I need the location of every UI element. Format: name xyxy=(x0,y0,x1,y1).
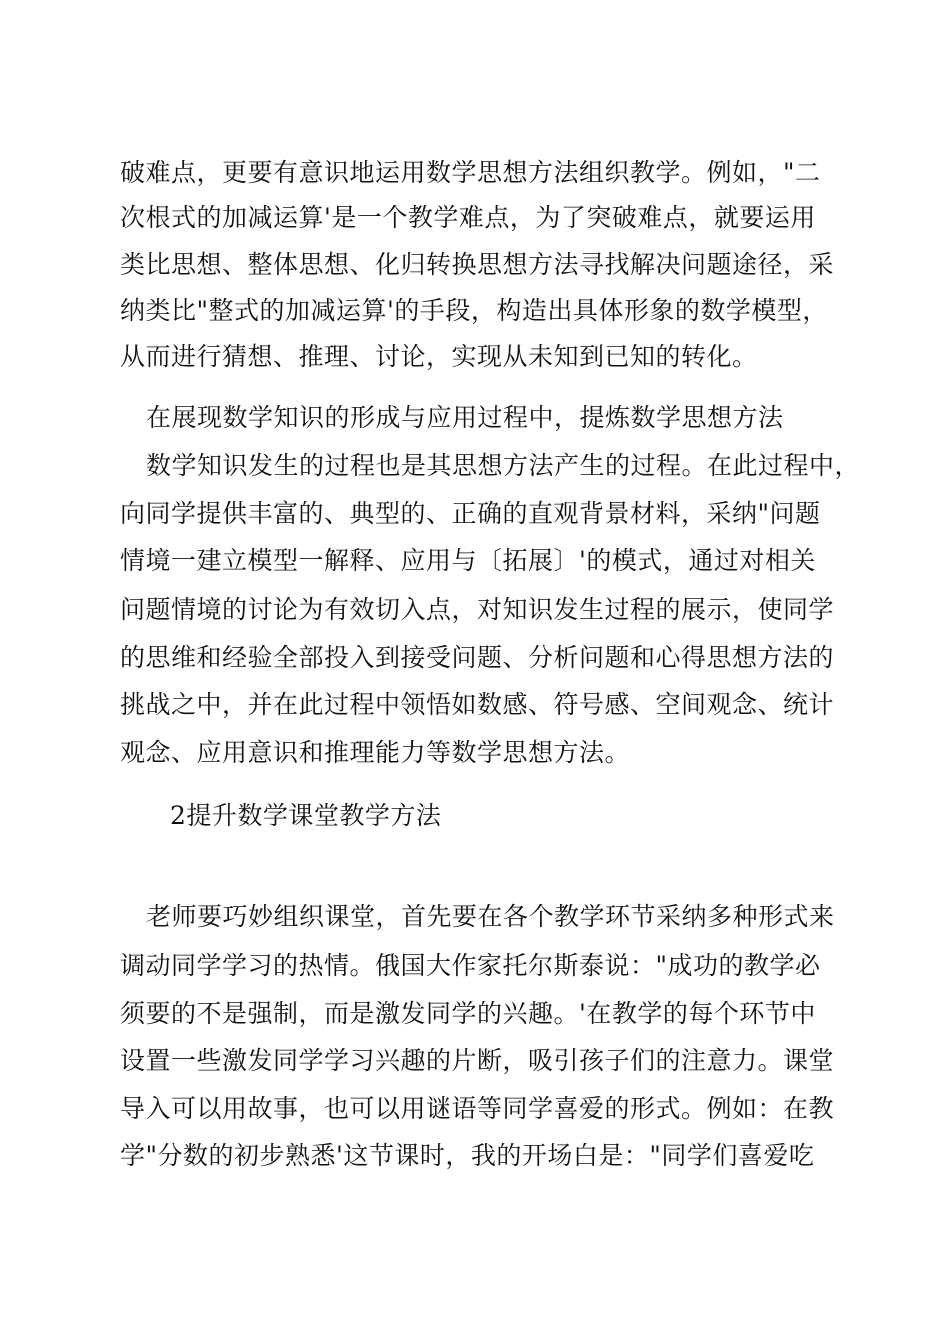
text-line: 从而进行猜想、推理、讨论，实现从未知到已知的转化。 xyxy=(120,342,758,371)
text-line: 破难点，更要有意识地运用数学思想方法组织教学。例如，"二 xyxy=(120,158,821,187)
text-line: 挑战之中，并在此过程中领悟如数感、符号感、空间观念、统计 xyxy=(120,690,835,719)
text-line: 向同学提供丰富的、典型的、正确的直观背景材料，采纳"问题 xyxy=(120,499,821,528)
text-line: 纳类比"整式的加减运算'的手段，构造出具体形象的数学模型， xyxy=(120,296,828,325)
text-line: 学"分数的初步熟悉'这节课时，我的开场白是："同学们喜爱吃 xyxy=(120,1141,815,1170)
text-line: 导入可以用故事，也可以用谜语等同学喜爱的形式。例如：在教 xyxy=(120,1094,835,1123)
text-line: 调动同学学习的热情。俄国大作家托尔斯泰说："成功的教学必 xyxy=(120,951,821,980)
text-line: 观念、应用意识和推理能力等数学思想方法。 xyxy=(120,738,631,767)
text-line: 设置一些激发同学学习兴趣的片断，吸引孩子们的注意力。课堂 xyxy=(120,1046,835,1075)
section-heading: 在展现数学知识的形成与应用过程中，提炼数学思想方法 xyxy=(146,403,784,432)
text-line: 老师要巧妙组织课堂，首先要在各个教学环节采纳多种形式来 xyxy=(146,902,835,931)
text-line: 须要的不是强制，而是激发同学的兴趣。'在教学的每个环节中 xyxy=(120,999,816,1028)
text-line: 次根式的加减运算'是一个教学难点，为了突破难点，就要运用 xyxy=(120,203,816,232)
section-heading: 2提升数学课堂教学方法 xyxy=(170,801,442,830)
text-line: 情境一建立模型一解释、应用与〔拓展〕'的模式，通过对相关 xyxy=(120,546,816,575)
text-line: 问题情境的讨论为有效切入点，对知识发生过程的展示，使同学 xyxy=(120,595,835,624)
text-line: 的思维和经验全部投入到接受问题、分析问题和心得思想方法的 xyxy=(120,643,835,672)
text-line: 数学知识发生的过程也是其思想方法产生的过程。在此过程中， xyxy=(146,451,861,480)
text-line: 类比思想、整体思想、化归转换思想方法寻找解决问题途径，采 xyxy=(120,250,835,279)
